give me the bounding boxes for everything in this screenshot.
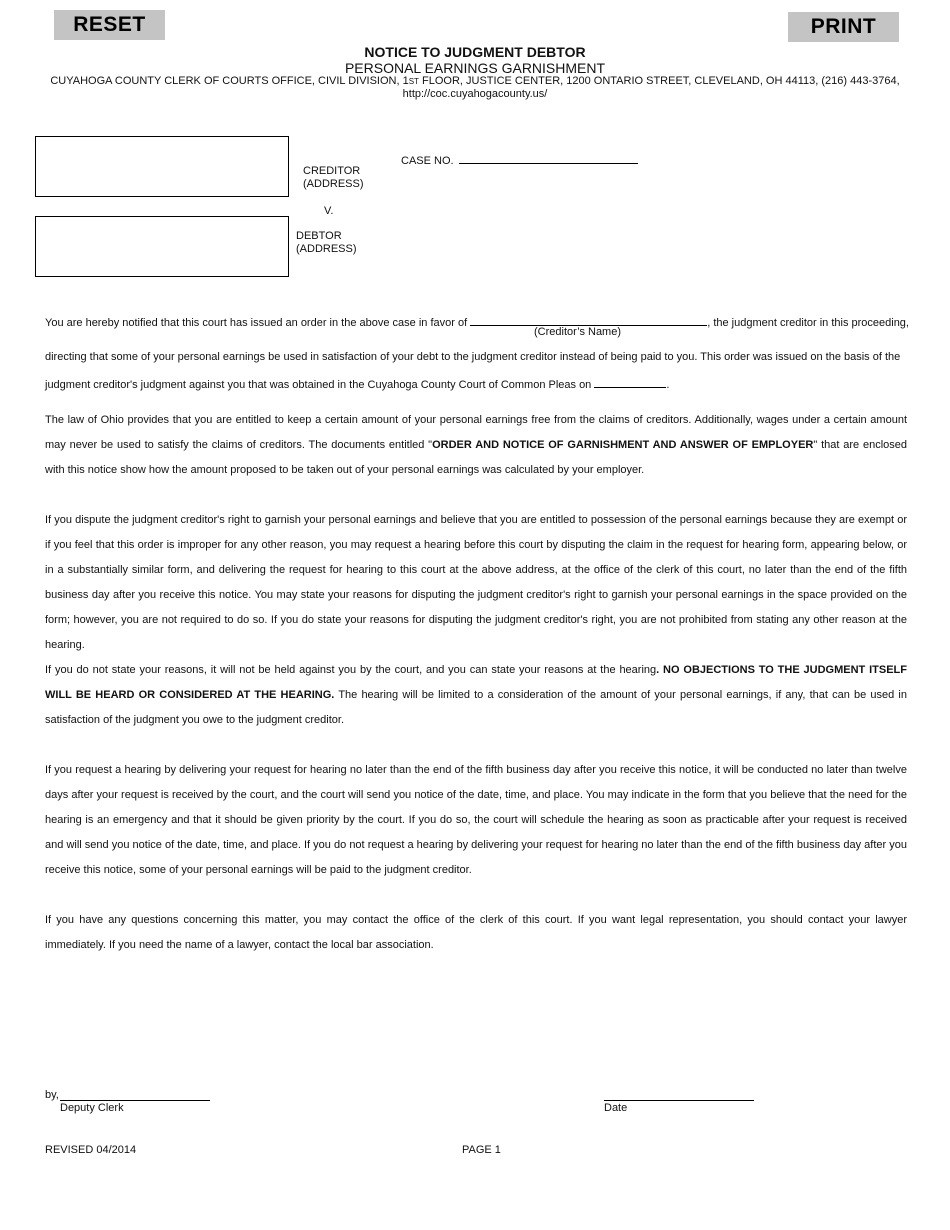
- document-subtitle: PERSONAL EARNINGS GARNISHMENT: [344, 60, 606, 76]
- court-address: [0, 75, 950, 87]
- revised-date: REVISED 04/2014: [45, 1144, 137, 1156]
- case-number-row: [401, 152, 638, 167]
- para1-line4: [45, 376, 669, 391]
- case-number-field[interactable]: [459, 152, 638, 164]
- case-number-label: CASE NO.: [401, 155, 454, 167]
- creditor-address-label: (ADDRESS): [303, 178, 364, 190]
- court-address-post: FLOOR, JUSTICE CENTER, 1200 ONTARIO STREET, CLEVELAND, OH 44113, (216) 443-3764,: [418, 75, 900, 87]
- creditor-name-field[interactable]: [470, 314, 707, 326]
- para2-bold: ORDER AND NOTICE OF GARNISHMENT AND ANSWER OF EMPLOYER: [432, 439, 814, 451]
- para1-text-a: You are hereby notified that this court has issued an order in the above case in favor of: [45, 317, 468, 329]
- court-address-sup: ST: [408, 77, 419, 86]
- para2-text-a: The law of Ohio provides that you are entitled to keep a certain amount of your personal earnings free from the claims of creditors. Additionally, wages under a certain amount may never be used to satisfy the claims of creditors. The documents entitled ": [45, 414, 907, 451]
- document-title: NOTICE TO JUDGMENT DEBTOR: [364, 44, 586, 60]
- para1-line1: [45, 314, 909, 329]
- para1-line3: directing that some of your personal earnings be used in satisfaction of your debt to the judgment creditor instead of being paid to you. This order was issued on the basis of the: [45, 351, 901, 363]
- debtor-address-label: (ADDRESS): [296, 243, 357, 255]
- para1-text-b: , the judgment creditor in this proceeding,: [707, 317, 909, 329]
- para1-text-d: judgment creditor's judgment against you that was obtained in the Cuyahoga County Court of Common Pleas on: [45, 379, 592, 391]
- page-number: PAGE 1: [462, 1144, 501, 1156]
- para4-text-b: The hearing will be limited to a consideration of the amount of your personal earnings, if any, that can be used in satisfaction of the judgment you owe to the judgment creditor.: [45, 689, 907, 726]
- by-label: by,: [45, 1089, 59, 1101]
- para5: If you request a hearing by delivering your request for hearing no later than the end of the fifth business day after you receive this notice, it will be conducted no later than twelve days after your request is received by the court, and the court will send you notice of the date, time, and place. You may indicate in the form that you believe that the need for the hearing is an emergency and that it should be given priority by the court. If you do so, the court will schedule the hearing as soon as practicable after your request is received and will send you notice of the date, time, and place. If you do not request a hearing by delivering your request for hearing no later than the end of the fifth business day after you receive this notice, some of your personal earnings will be paid to the judgment creditor.: [45, 764, 907, 876]
- creditor-address-field[interactable]: [35, 136, 289, 197]
- deputy-clerk-label: Deputy Clerk: [60, 1102, 124, 1114]
- para2-text-b: " that are enclosed with this notice show how the amount proposed to be taken out of your personal earnings was calculated by your employer.: [45, 439, 907, 476]
- para6: If you have any questions concerning this matter, you may contact the office of the clerk of this court. If you want legal representation, you should contact your lawyer immediately. If you need the name of a lawyer, contact the local bar association.: [45, 914, 907, 951]
- debtor-address-field[interactable]: [35, 216, 289, 277]
- court-address-pre: CUYAHOGA COUNTY CLERK OF COURTS OFFICE, CIVIL DIVISION, 1: [50, 75, 409, 87]
- para4-bold: . NO OBJECTIONS TO THE JUDGMENT ITSELF WILL BE HEARD OR CONSIDERED AT THE HEARING.: [45, 664, 907, 701]
- para4: [45, 658, 907, 733]
- para1-text-e: .: [666, 379, 670, 391]
- debtor-label: DEBTOR: [296, 230, 342, 242]
- para2: [45, 408, 907, 483]
- versus-label: V.: [324, 205, 334, 217]
- date-signature-field[interactable]: [604, 1100, 754, 1101]
- creditor-label: CREDITOR: [303, 165, 361, 177]
- creditor-name-caption: (Creditor’s Name): [534, 326, 622, 338]
- para3: If you dispute the judgment creditor's right to garnish your personal earnings and believe that you are entitled to possession of the personal earnings because they are exempt or if you feel that this order is improper for any other reason, you may request a hearing before this court by disputing the claim in the request for hearing form, appearing below, or in a substantially similar form, and delivering the request for hearing to this court at the above address, at the office of the clerk of this court, no later than the end of the fifth business day after you receive this notice. You may state your reasons for disputing the judgment creditor's right to garnish your personal earnings in the space provided on the form; however, you are not required to do so. If you do state your reasons for disputing the judgment creditor's right, you are not prohibited from stating any other reason at the hearing.: [45, 514, 907, 651]
- date-label: Date: [604, 1102, 628, 1114]
- reset-button[interactable]: RESET: [54, 10, 165, 40]
- para4-text-a: If you do not state your reasons, it will not be held against you by the court, and you can state your reasons at the hearing: [45, 664, 657, 676]
- deputy-clerk-signature-field[interactable]: [60, 1100, 210, 1101]
- print-button[interactable]: PRINT: [788, 12, 899, 42]
- court-url: http://coc.cuyahogacounty.us/: [402, 88, 548, 100]
- judgment-date-field[interactable]: [594, 376, 666, 388]
